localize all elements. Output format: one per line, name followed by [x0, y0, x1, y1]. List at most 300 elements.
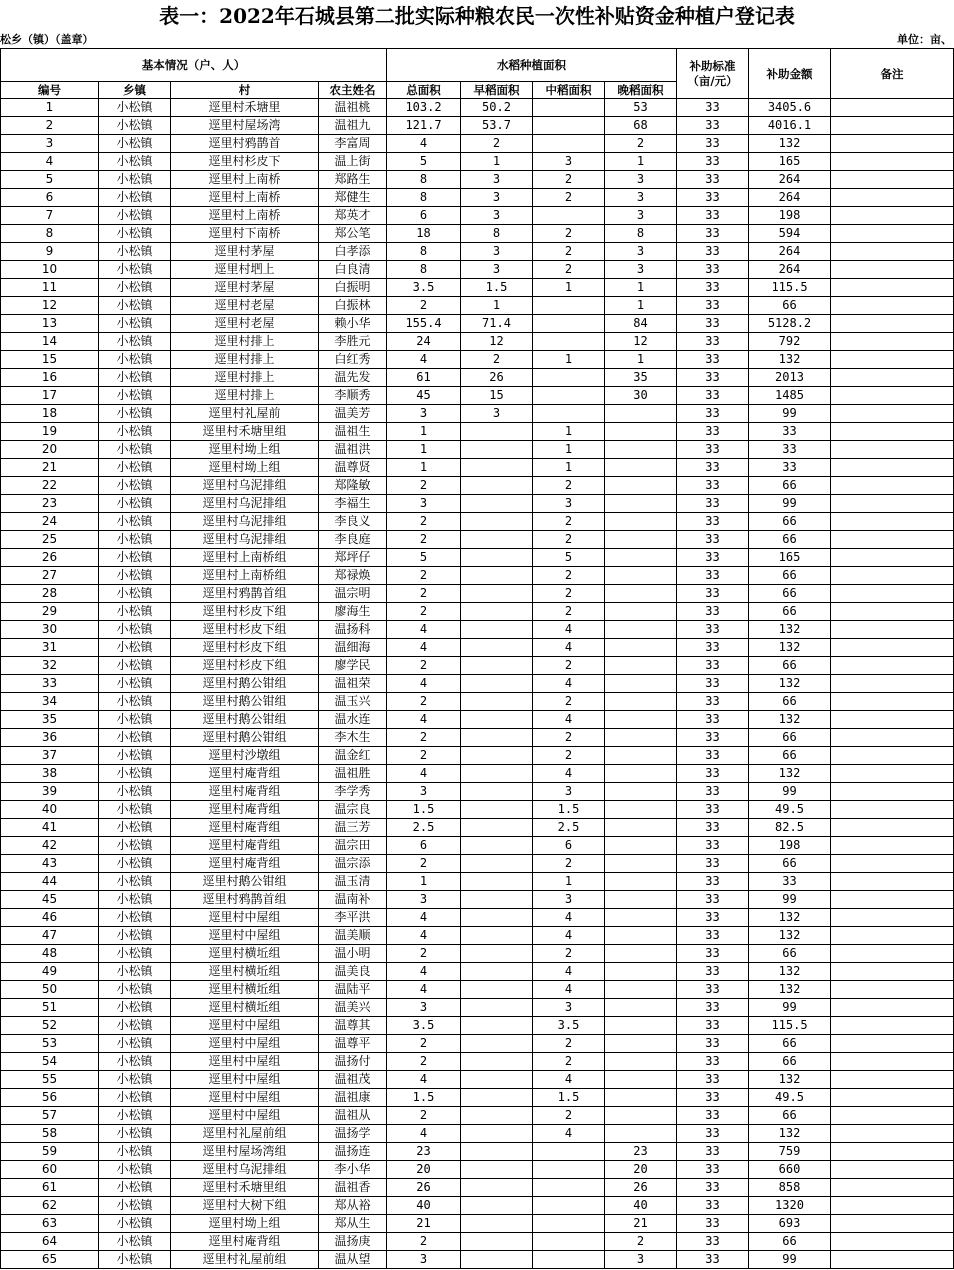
- village-cell: 逕里村上南桥组: [171, 549, 319, 567]
- subsidy-amount-cell: 66: [749, 657, 831, 675]
- mid-area-cell: [533, 1143, 605, 1161]
- mid-area-cell: 5: [533, 549, 605, 567]
- township-cell: 小松镇: [99, 765, 171, 783]
- mid-area-cell: [533, 297, 605, 315]
- total-area-cell: 40: [387, 1197, 461, 1215]
- table-row: [1, 333, 954, 351]
- mid-area-cell: [533, 99, 605, 117]
- subsidy-standard-cell: 33: [677, 855, 749, 873]
- early-area-cell: [461, 891, 533, 909]
- mid-area-cell: 4: [533, 981, 605, 999]
- table-row: [1, 495, 954, 513]
- remark-cell: [831, 819, 954, 837]
- mid-area-cell: 1.5: [533, 1089, 605, 1107]
- farmer-cell: 温祖荣: [319, 675, 387, 693]
- subsidy-standard-cell: 33: [677, 567, 749, 585]
- early-area-cell: [461, 459, 533, 477]
- early-area-cell: [461, 1035, 533, 1053]
- table-row: [1, 1053, 954, 1071]
- id-cell: 44: [1, 873, 99, 891]
- table-row: [1, 549, 954, 567]
- id-cell: 51: [1, 999, 99, 1017]
- farmer-cell: 温祖生: [319, 423, 387, 441]
- subsidy-standard-cell: 33: [677, 603, 749, 621]
- table-row: [1, 1197, 954, 1215]
- subsidy-standard-cell: 33: [677, 1143, 749, 1161]
- table-row: [1, 999, 954, 1017]
- farmer-cell: 温美良: [319, 963, 387, 981]
- township-cell: 小松镇: [99, 675, 171, 693]
- id-cell: 12: [1, 297, 99, 315]
- remark-cell: [831, 1053, 954, 1071]
- remark-cell: [831, 1143, 954, 1161]
- early-area-cell: [461, 1053, 533, 1071]
- subsidy-amount-cell: 33: [749, 873, 831, 891]
- table-row: [1, 675, 954, 693]
- id-cell: 10: [1, 261, 99, 279]
- early-area-cell: [461, 909, 533, 927]
- remark-cell: [831, 1179, 954, 1197]
- late-area-cell: 1: [605, 279, 677, 297]
- late-area-cell: 84: [605, 315, 677, 333]
- farmer-cell: 郑从裕: [319, 1197, 387, 1215]
- subsidy-standard-cell: 33: [677, 711, 749, 729]
- township-cell: 小松镇: [99, 495, 171, 513]
- township-cell: 小松镇: [99, 1089, 171, 1107]
- township-cell: 小松镇: [99, 153, 171, 171]
- table-row: [1, 153, 954, 171]
- subsidy-standard-cell: 33: [677, 585, 749, 603]
- total-area-cell: 1: [387, 423, 461, 441]
- mid-area-cell: [533, 1197, 605, 1215]
- id-cell: 41: [1, 819, 99, 837]
- subsidy-standard-cell: 33: [677, 135, 749, 153]
- registration-table: [0, 48, 954, 1269]
- mid-area-cell: 4: [533, 675, 605, 693]
- late-area-cell: [605, 477, 677, 495]
- mid-area-cell: [533, 135, 605, 153]
- remark-cell: [831, 855, 954, 873]
- remark-cell: [831, 495, 954, 513]
- early-area-cell: [461, 747, 533, 765]
- late-area-header: 晚稻面积: [605, 82, 677, 99]
- total-area-cell: 2: [387, 657, 461, 675]
- township-cell: 小松镇: [99, 459, 171, 477]
- subsidy-amount-cell: 99: [749, 891, 831, 909]
- township-cell: 小松镇: [99, 99, 171, 117]
- id-header: 编号: [1, 82, 99, 99]
- township-cell: 小松镇: [99, 387, 171, 405]
- farmer-cell: 温美芳: [319, 405, 387, 423]
- farmer-cell: 郑英才: [319, 207, 387, 225]
- early-area-cell: [461, 513, 533, 531]
- table-row: [1, 1125, 954, 1143]
- early-area-cell: 53.7: [461, 117, 533, 135]
- id-cell: 42: [1, 837, 99, 855]
- village-cell: 逕里村横坵组: [171, 945, 319, 963]
- mid-area-cell: 1: [533, 423, 605, 441]
- township-cell: 小松镇: [99, 621, 171, 639]
- remark-header: 备注: [831, 49, 954, 99]
- remark-cell: [831, 423, 954, 441]
- total-area-cell: 4: [387, 1071, 461, 1089]
- total-area-cell: 2: [387, 1107, 461, 1125]
- mid-area-cell: 4: [533, 909, 605, 927]
- village-cell: 逕里村上南桥组: [171, 567, 319, 585]
- late-area-cell: [605, 621, 677, 639]
- subsidy-standard-cell: 33: [677, 909, 749, 927]
- early-area-cell: 3: [461, 405, 533, 423]
- subsidy-amount-cell: 49.5: [749, 801, 831, 819]
- farmer-cell: 白良清: [319, 261, 387, 279]
- remark-cell: [831, 657, 954, 675]
- early-area-cell: 2: [461, 351, 533, 369]
- table-row: [1, 297, 954, 315]
- id-cell: 5: [1, 171, 99, 189]
- total-area-cell: 3.5: [387, 279, 461, 297]
- remark-cell: [831, 873, 954, 891]
- total-area-cell: 26: [387, 1179, 461, 1197]
- township-cell: 小松镇: [99, 855, 171, 873]
- id-cell: 36: [1, 729, 99, 747]
- subsidy-standard-cell: 33: [677, 207, 749, 225]
- total-area-cell: 3: [387, 1251, 461, 1269]
- mid-area-cell: 2: [533, 477, 605, 495]
- late-area-cell: [605, 837, 677, 855]
- total-area-cell: 2: [387, 477, 461, 495]
- total-area-cell: 4: [387, 963, 461, 981]
- village-cell: 逕里村庵背组: [171, 783, 319, 801]
- late-area-cell: [605, 981, 677, 999]
- subsidy-standard-cell: 33: [677, 459, 749, 477]
- id-cell: 27: [1, 567, 99, 585]
- early-area-cell: [461, 1251, 533, 1269]
- subsidy-amount-cell: 4016.1: [749, 117, 831, 135]
- subsidy-standard-cell: 33: [677, 477, 749, 495]
- subsidy-amount-cell: 264: [749, 189, 831, 207]
- page-title: 表一：2022年石城县第二批实际种粮农民一次性补贴资金种植户登记表: [159, 4, 795, 28]
- late-area-cell: [605, 585, 677, 603]
- total-area-cell: 1: [387, 459, 461, 477]
- remark-cell: [831, 117, 954, 135]
- late-area-cell: [605, 855, 677, 873]
- village-cell: 逕里村下南桥: [171, 225, 319, 243]
- id-cell: 4: [1, 153, 99, 171]
- subsidy-amount-cell: 1320: [749, 1197, 831, 1215]
- farmer-cell: 温扬庚: [319, 1233, 387, 1251]
- early-area-cell: 3: [461, 261, 533, 279]
- mid-area-cell: 2: [533, 567, 605, 585]
- late-area-cell: [605, 405, 677, 423]
- farmer-cell: 温扬付: [319, 1053, 387, 1071]
- early-area-cell: [461, 837, 533, 855]
- subsidy-standard-cell: 33: [677, 819, 749, 837]
- table-row: [1, 117, 954, 135]
- subsidy-amount-cell: 66: [749, 729, 831, 747]
- table-row: [1, 891, 954, 909]
- township-cell: 小松镇: [99, 999, 171, 1017]
- table-row: [1, 1161, 954, 1179]
- subsidy-standard-cell: 33: [677, 171, 749, 189]
- township-cell: 小松镇: [99, 441, 171, 459]
- late-area-cell: [605, 1053, 677, 1071]
- subsidy-standard-cell: 33: [677, 873, 749, 891]
- remark-cell: [831, 729, 954, 747]
- early-area-cell: [461, 585, 533, 603]
- subsidy-amount-cell: 660: [749, 1161, 831, 1179]
- table-row: [1, 747, 954, 765]
- total-area-cell: 2.5: [387, 819, 461, 837]
- farmer-cell: 温玉清: [319, 873, 387, 891]
- id-cell: 46: [1, 909, 99, 927]
- early-area-cell: [461, 603, 533, 621]
- township-cell: 小松镇: [99, 603, 171, 621]
- remark-cell: [831, 279, 954, 297]
- subsidy-amount-cell: 66: [749, 477, 831, 495]
- id-cell: 55: [1, 1071, 99, 1089]
- id-cell: 65: [1, 1251, 99, 1269]
- subsidy-standard-cell: 33: [677, 117, 749, 135]
- village-cell: 逕里村上南桥: [171, 171, 319, 189]
- early-area-cell: [461, 1017, 533, 1035]
- remark-cell: [831, 369, 954, 387]
- remark-cell: [831, 477, 954, 495]
- late-area-cell: 1: [605, 153, 677, 171]
- mid-area-cell: [533, 1179, 605, 1197]
- id-cell: 48: [1, 945, 99, 963]
- mid-area-cell: 1: [533, 441, 605, 459]
- township-cell: 小松镇: [99, 1071, 171, 1089]
- village-header: 村: [171, 82, 319, 99]
- subsidy-standard-cell: 33: [677, 945, 749, 963]
- township-cell: 小松镇: [99, 333, 171, 351]
- mid-area-cell: [533, 1233, 605, 1251]
- subsidy-standard-cell: 33: [677, 639, 749, 657]
- table-row: [1, 1089, 954, 1107]
- table-row: [1, 387, 954, 405]
- total-area-cell: 24: [387, 333, 461, 351]
- village-cell: 逕里村庵背组: [171, 837, 319, 855]
- total-area-cell: 3: [387, 405, 461, 423]
- subsidy-amount-cell: 66: [749, 855, 831, 873]
- total-area-cell: 4: [387, 351, 461, 369]
- subsidy-amount-cell: 66: [749, 1035, 831, 1053]
- total-area-cell: 4: [387, 639, 461, 657]
- subsidy-amount-cell: 66: [749, 1053, 831, 1071]
- subsidy-amount-cell: 3405.6: [749, 99, 831, 117]
- farmer-cell: 温宗添: [319, 855, 387, 873]
- mid-area-cell: 2: [533, 189, 605, 207]
- id-cell: 31: [1, 639, 99, 657]
- id-cell: 58: [1, 1125, 99, 1143]
- subsidy-amount-cell: 759: [749, 1143, 831, 1161]
- township-cell: 小松镇: [99, 783, 171, 801]
- early-area-cell: [461, 729, 533, 747]
- table-row: [1, 423, 954, 441]
- table-row: [1, 585, 954, 603]
- late-area-cell: [605, 765, 677, 783]
- table-row: [1, 1179, 954, 1197]
- remark-cell: [831, 1215, 954, 1233]
- total-area-cell: 3: [387, 999, 461, 1017]
- farmer-cell: 温宗田: [319, 837, 387, 855]
- late-area-cell: 30: [605, 387, 677, 405]
- late-area-cell: [605, 603, 677, 621]
- early-area-cell: [461, 1197, 533, 1215]
- id-cell: 49: [1, 963, 99, 981]
- late-area-cell: 23: [605, 1143, 677, 1161]
- township-cell: 小松镇: [99, 945, 171, 963]
- mid-area-cell: 2: [533, 171, 605, 189]
- subsidy-standard-cell: 33: [677, 423, 749, 441]
- late-area-cell: 1: [605, 351, 677, 369]
- late-area-cell: [605, 495, 677, 513]
- subsidy-amount-cell: 99: [749, 405, 831, 423]
- farmer-cell: 郑隆敏: [319, 477, 387, 495]
- early-area-cell: [461, 567, 533, 585]
- township-cell: 小松镇: [99, 315, 171, 333]
- farmer-cell: 温祖康: [319, 1089, 387, 1107]
- table-row: [1, 801, 954, 819]
- subsidy-amount-cell: 693: [749, 1215, 831, 1233]
- id-cell: 1: [1, 99, 99, 117]
- township-cell: 小松镇: [99, 819, 171, 837]
- township-cell: 小松镇: [99, 171, 171, 189]
- mid-area-cell: 6: [533, 837, 605, 855]
- mid-area-cell: [533, 405, 605, 423]
- early-area-cell: 3: [461, 171, 533, 189]
- remark-cell: [831, 711, 954, 729]
- id-cell: 57: [1, 1107, 99, 1125]
- mid-area-cell: 4: [533, 711, 605, 729]
- subsidy-amount-cell: 132: [749, 963, 831, 981]
- late-area-cell: [605, 531, 677, 549]
- total-area-cell: 23: [387, 1143, 461, 1161]
- subsidy-standard-cell: 33: [677, 495, 749, 513]
- table-row: [1, 207, 954, 225]
- mid-area-cell: 1: [533, 459, 605, 477]
- early-area-cell: 2: [461, 135, 533, 153]
- id-cell: 50: [1, 981, 99, 999]
- subsidy-amount-cell: 33: [749, 441, 831, 459]
- subsidy-standard-cell: 33: [677, 621, 749, 639]
- mid-area-cell: 2: [533, 243, 605, 261]
- late-area-cell: 53: [605, 99, 677, 117]
- subsidy-standard-cell: 33: [677, 153, 749, 171]
- total-area-cell: 5: [387, 153, 461, 171]
- village-cell: 逕里村屋场湾: [171, 117, 319, 135]
- id-cell: 30: [1, 621, 99, 639]
- table-row: [1, 459, 954, 477]
- mid-area-cell: 4: [533, 765, 605, 783]
- subsidy-standard-cell: 33: [677, 369, 749, 387]
- township-cell: 小松镇: [99, 981, 171, 999]
- id-cell: 2: [1, 117, 99, 135]
- total-area-cell: 45: [387, 387, 461, 405]
- early-area-cell: 50.2: [461, 99, 533, 117]
- subsidy-standard-cell: 33: [677, 1107, 749, 1125]
- total-area-cell: 1: [387, 873, 461, 891]
- late-area-cell: [605, 423, 677, 441]
- subsidy-standard-cell: 33: [677, 891, 749, 909]
- mid-area-cell: 3: [533, 891, 605, 909]
- remark-cell: [831, 801, 954, 819]
- village-cell: 逕里村大树下组: [171, 1197, 319, 1215]
- farmer-cell: 温美顺: [319, 927, 387, 945]
- farmer-cell: 李平洪: [319, 909, 387, 927]
- township-cell: 小松镇: [99, 963, 171, 981]
- township-cell: 小松镇: [99, 891, 171, 909]
- early-area-cell: 3: [461, 243, 533, 261]
- village-cell: 逕里村茅屋: [171, 279, 319, 297]
- table-row: [1, 1233, 954, 1251]
- early-area-cell: [461, 495, 533, 513]
- mid-area-cell: 2: [533, 531, 605, 549]
- late-area-cell: [605, 1017, 677, 1035]
- farmer-cell: 郑坪仔: [319, 549, 387, 567]
- farmer-cell: 温扬科: [319, 621, 387, 639]
- village-cell: 逕里村礼屋前组: [171, 1125, 319, 1143]
- total-area-cell: 2: [387, 1053, 461, 1071]
- total-area-cell: 2: [387, 945, 461, 963]
- remark-cell: [831, 405, 954, 423]
- subsidy-amount-cell: 66: [749, 747, 831, 765]
- subsidy-standard-cell: 33: [677, 513, 749, 531]
- mid-area-cell: 2: [533, 729, 605, 747]
- mid-area-cell: 2: [533, 747, 605, 765]
- early-area-cell: [461, 441, 533, 459]
- subsidy-standard-cell: 33: [677, 225, 749, 243]
- village-cell: 逕里村乌泥排组: [171, 495, 319, 513]
- subsidy-standard-cell: 33: [677, 981, 749, 999]
- subsidy-standard-cell: 33: [677, 963, 749, 981]
- early-area-cell: [461, 981, 533, 999]
- id-cell: 38: [1, 765, 99, 783]
- total-area-cell: 6: [387, 207, 461, 225]
- early-area-cell: [461, 801, 533, 819]
- township-cell: 小松镇: [99, 1251, 171, 1269]
- late-area-cell: 3: [605, 171, 677, 189]
- remark-cell: [831, 153, 954, 171]
- township-cell: 小松镇: [99, 189, 171, 207]
- subsidy-standard-cell: 33: [677, 99, 749, 117]
- farmer-cell: 郑从生: [319, 1215, 387, 1233]
- township-cell: 小松镇: [99, 351, 171, 369]
- total-area-cell: 4: [387, 675, 461, 693]
- early-area-header: 早稻面积: [461, 82, 533, 99]
- farmer-cell: 温尊平: [319, 1035, 387, 1053]
- table-row: [1, 909, 954, 927]
- table-row: [1, 1107, 954, 1125]
- remark-cell: [831, 387, 954, 405]
- subsidy-amount-cell: 198: [749, 837, 831, 855]
- village-cell: 逕里村禾塘里组: [171, 1179, 319, 1197]
- remark-cell: [831, 549, 954, 567]
- late-area-cell: [605, 549, 677, 567]
- subsidy-standard-cell: 33: [677, 405, 749, 423]
- farmer-cell: 李学秀: [319, 783, 387, 801]
- remark-cell: [831, 765, 954, 783]
- subsidy-standard-cell: 33: [677, 1089, 749, 1107]
- township-cell: 小松镇: [99, 549, 171, 567]
- id-cell: 25: [1, 531, 99, 549]
- table-row: [1, 1035, 954, 1053]
- remark-cell: [831, 297, 954, 315]
- township-cell: 小松镇: [99, 369, 171, 387]
- early-area-cell: [461, 711, 533, 729]
- subsidy-amount-cell: 99: [749, 1251, 831, 1269]
- township-cell: 小松镇: [99, 225, 171, 243]
